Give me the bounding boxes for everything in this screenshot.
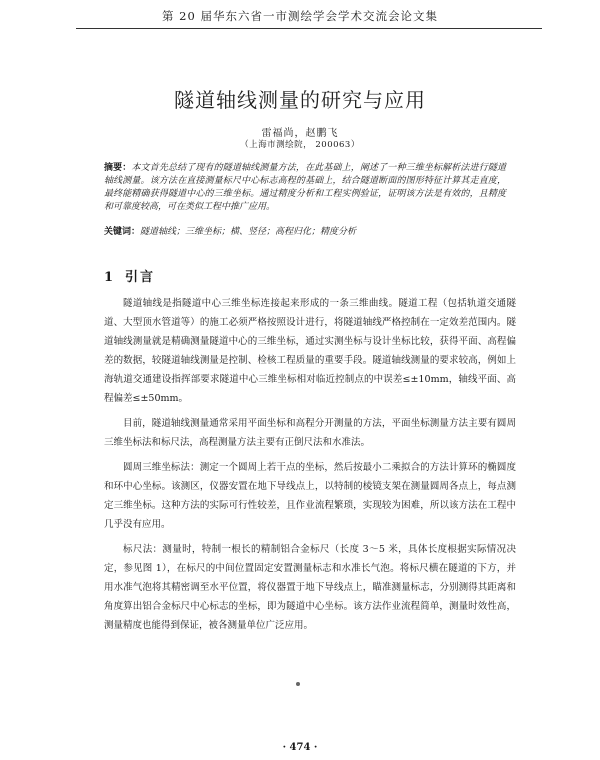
keywords-text: 隧道轴线；三维坐标；横、竖径；高程归化；精度分析 — [140, 227, 357, 237]
running-header: 第 20 届华东六省一市测绘学会学术交流会论文集 — [162, 9, 438, 23]
body-paragraph: 目前，隧道轴线测量通常采用平面坐标和高程分开测量的方法，平面坐标测量方法主要有圆周三维坐标法和标尺法，高程测量方法主要有正倒尺法和水准法。 — [104, 418, 516, 448]
abstract-text: 本文首先总结了现有的隧道轴线测量方法，在此基础上，阐述了一种三维坐标解析法进行隧道轴线测量。该方法在直接测量标尺中心标志高程的基础上，结合隧道断面的图形特征计算其走直度，最终能精确获得隧道中心的三维坐标。通过精度分析和工程实例验证，证明该方法是有效的，且精度和可靠度较高，可在类似工程中推广应用。 — [104, 163, 506, 212]
section-number: 1 — [104, 270, 116, 285]
keywords — [104, 226, 506, 239]
body-paragraph: 隧道轴线是指隧道中心三维坐标连接起来形成的一条三维曲线。隧道工程（包括轨道交通隧道、大型顶水管道等）的施工必须严格按照设计进行，将隧道轴线严格控制在一定效差范围内。隧道轴线测量就是精确测量隧道中心的三维坐标，通过实测坐标与设计坐标比较，获得平面、高程偏差的数据，较隧道轴线测量是控制、检核工程质量的重要手段。隧道轴线测量的要求较高，例如上海轨道交通建设指挥部要求隧道中心三维坐标相对临近控制点的中误差≤±10mm，轴线平面、高程偏差≤±50mm。 — [104, 298, 516, 404]
affiliation: （上海市测绘院， 200063） — [240, 140, 360, 150]
section-title: 引言 — [125, 270, 156, 285]
footer-mark — [296, 682, 300, 686]
abstract-label: 摘要： — [104, 163, 132, 173]
keywords-label: 关键词： — [104, 227, 141, 237]
paper-title: 隧道轴线测量的研究与应用 — [174, 88, 426, 112]
page-number: · 474 · — [282, 742, 318, 753]
body-paragraph: 标尺法：测量时，特制一根长的精制铝合金标尺（长度 3～5 米，具体长度根据实际情况决定，参见图 1），在标尺的中间位置固定安置测量标志和水准长气泡。将标尺横在隧道的下方，并用水准气泡将其精密调至水平位置，将仪器置于地下导线点上，瞄准测量标志，分别测得其距离和角度算出铝合金标尺中心标志的坐标，即为隧道中心坐标。该方法作业流程简单，测量时效性高，测量精度也能得到保证，被各测量单位广泛应用。 — [104, 544, 516, 631]
section-heading — [104, 266, 155, 285]
body-paragraph: 圆周三维坐标法：测定一个圆周上若干点的坐标，然后按最小二乘拟合的方法计算环的椭圆度和环中心坐标。该测区，仪器安置在地下导线点上，以特制的棱镜支架在测量圆周各点上，每点测定三维坐标。这种方法的实际可行性较差，且作业流程繁琐，实现较为困难，所以该方法在工程中几乎没有应用。 — [104, 462, 516, 530]
authors: 雷福尚，赵鹏飞 — [261, 128, 339, 139]
abstract — [104, 162, 506, 214]
body-text — [104, 294, 516, 641]
header-rule — [76, 28, 542, 29]
